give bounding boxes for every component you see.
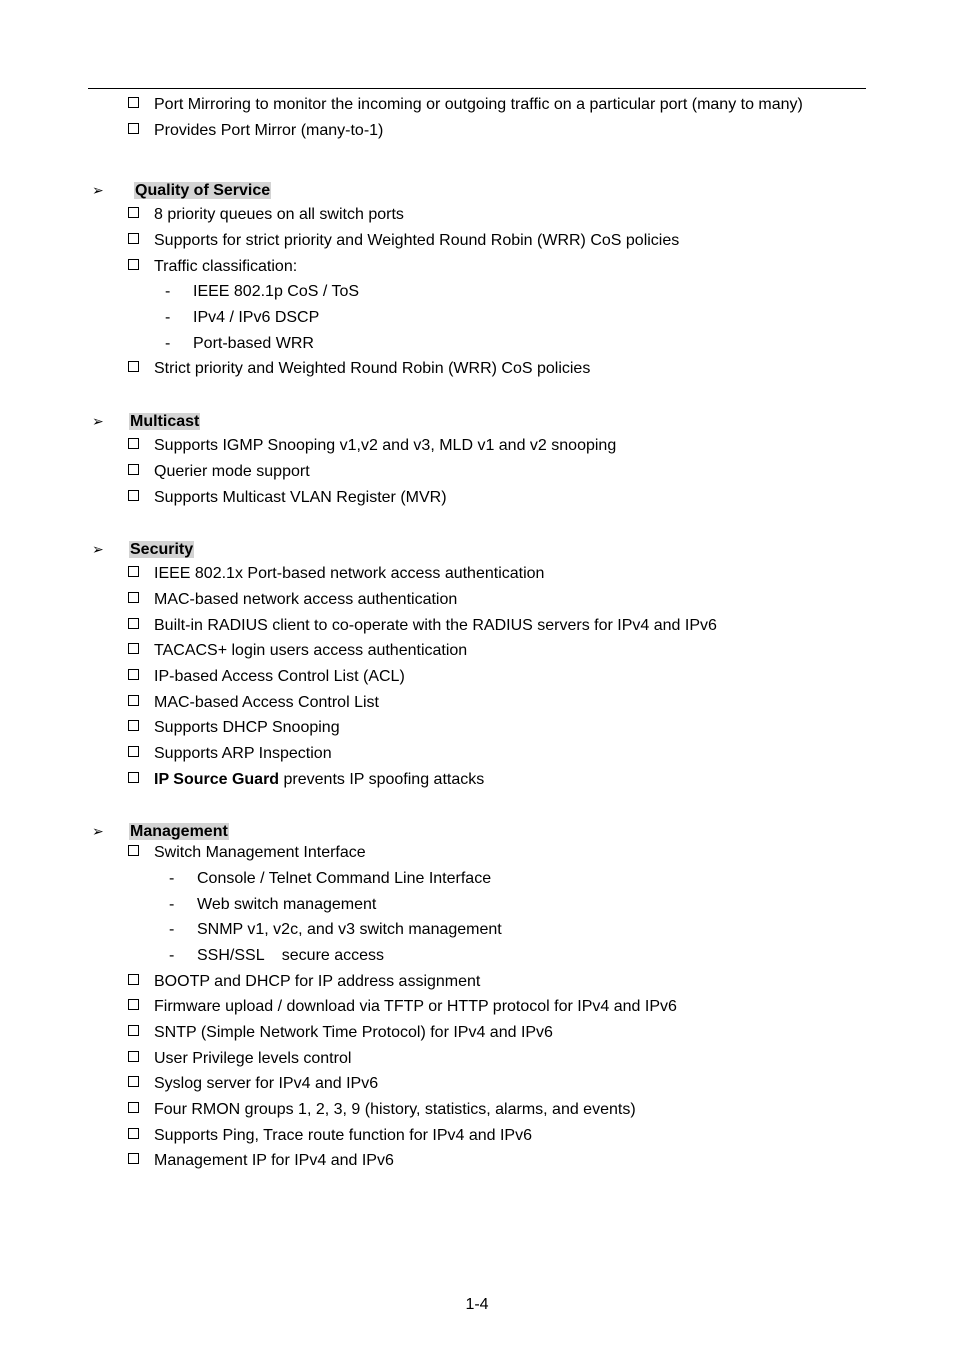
list-item: MAC-based network access authentication (128, 590, 457, 610)
checkbox-bullet-icon (128, 720, 139, 731)
list-item: Supports IGMP Snooping v1,v2 and v3, MLD v1 and v2 snooping (128, 436, 616, 456)
list-item: BOOTP and DHCP for IP address assignment (128, 972, 480, 992)
sub-list-item: - Console / Telnet Command Line Interface (169, 870, 492, 887)
list-item: Four RMON groups 1, 2, 3, 9 (history, statistics, alarms, and events) (128, 1100, 636, 1120)
list-item: MAC-based Access Control List (128, 693, 379, 713)
checkbox-bullet-icon (128, 669, 139, 680)
checkbox-bullet-icon (128, 592, 139, 603)
sub-list-item: - SNMP v1, v2c, and v3 switch management (169, 921, 502, 938)
checkbox-bullet-icon (128, 845, 139, 856)
arrow-bullet-icon: ➢ (92, 182, 104, 198)
list-item: Supports for strict priority and Weighted Round Robin (WRR) CoS policies (128, 231, 679, 251)
checkbox-bullet-icon (128, 207, 139, 218)
checkbox-bullet-icon (128, 746, 139, 757)
sub-list-item: - Port-based WRR (165, 335, 314, 352)
checkbox-bullet-icon (128, 1128, 139, 1139)
list-item: Supports DHCP Snooping (128, 718, 340, 738)
section-heading-qos: ➢ Quality of Service (92, 182, 271, 199)
list-item: User Privilege levels control (128, 1049, 351, 1069)
list-item: TACACS+ login users access authentication (128, 641, 467, 661)
checkbox-bullet-icon (128, 259, 139, 270)
sub-list-item: - IEEE 802.1p CoS / ToS (165, 283, 360, 300)
arrow-bullet-icon: ➢ (92, 413, 104, 429)
checkbox-bullet-icon (128, 438, 139, 449)
list-item: Supports Ping, Trace route function for IPv4 and IPv6 (128, 1126, 532, 1146)
checkbox-bullet-icon (128, 1051, 139, 1062)
checkbox-bullet-icon (128, 643, 139, 654)
checkbox-bullet-icon (128, 233, 139, 244)
list-item: Querier mode support (128, 462, 310, 482)
checkbox-bullet-icon (128, 772, 139, 783)
list-item: Management IP for IPv4 and IPv6 (128, 1151, 394, 1171)
checkbox-bullet-icon (128, 464, 139, 475)
list-item: Strict priority and Weighted Round Robin (WRR) CoS policies (128, 359, 590, 379)
section-heading-multicast: ➢ Multicast (92, 413, 200, 430)
list-item: Port Mirroring to monitor the incoming or outgoing traffic on a particular port (many to many) (128, 95, 803, 115)
checkbox-bullet-icon (128, 97, 139, 108)
list-item: Firmware upload / download via TFTP or HTTP protocol for IPv4 and IPv6 (128, 997, 677, 1017)
list-item: 8 priority queues on all switch ports (128, 205, 404, 225)
checkbox-bullet-icon (128, 490, 139, 501)
sub-list-item: - IPv4 / IPv6 DSCP (165, 309, 320, 326)
list-item: Traffic classification: (128, 257, 297, 277)
list-item: Switch Management Interface (128, 843, 366, 863)
checkbox-bullet-icon (128, 695, 139, 706)
checkbox-bullet-icon (128, 566, 139, 577)
list-item: IEEE 802.1x Port-based network access authentication (128, 564, 544, 584)
list-item: Built-in RADIUS client to co-operate with the RADIUS servers for IPv4 and IPv6 (128, 616, 717, 636)
page-number: 1-4 (465, 1296, 489, 1313)
list-item: Provides Port Mirror (many-to-1) (128, 121, 383, 141)
checkbox-bullet-icon (128, 1102, 139, 1113)
checkbox-bullet-icon (128, 1076, 139, 1087)
list-item: Syslog server for IPv4 and IPv6 (128, 1074, 378, 1094)
checkbox-bullet-icon (128, 1025, 139, 1036)
sub-list-item: - Web switch management (169, 896, 377, 913)
section-heading-security: ➢ Security (92, 541, 194, 558)
arrow-bullet-icon: ➢ (92, 823, 104, 839)
checkbox-bullet-icon (128, 999, 139, 1010)
checkbox-bullet-icon (128, 974, 139, 985)
section-heading-management: ➢ Management (92, 823, 228, 840)
header-rule (88, 88, 866, 89)
list-item: IP Source Guard prevents IP spoofing attacks (128, 770, 484, 790)
list-item: Supports Multicast VLAN Register (MVR) (128, 488, 447, 508)
list-item: Supports ARP Inspection (128, 744, 332, 764)
checkbox-bullet-icon (128, 1153, 139, 1164)
sub-list-item: - SSH/SSL secure access (169, 947, 385, 964)
checkbox-bullet-icon (128, 123, 139, 134)
list-item: IP-based Access Control List (ACL) (128, 667, 405, 687)
arrow-bullet-icon: ➢ (92, 541, 104, 557)
checkbox-bullet-icon (128, 618, 139, 629)
checkbox-bullet-icon (128, 361, 139, 372)
list-item: SNTP (Simple Network Time Protocol) for IPv4 and IPv6 (128, 1023, 553, 1043)
